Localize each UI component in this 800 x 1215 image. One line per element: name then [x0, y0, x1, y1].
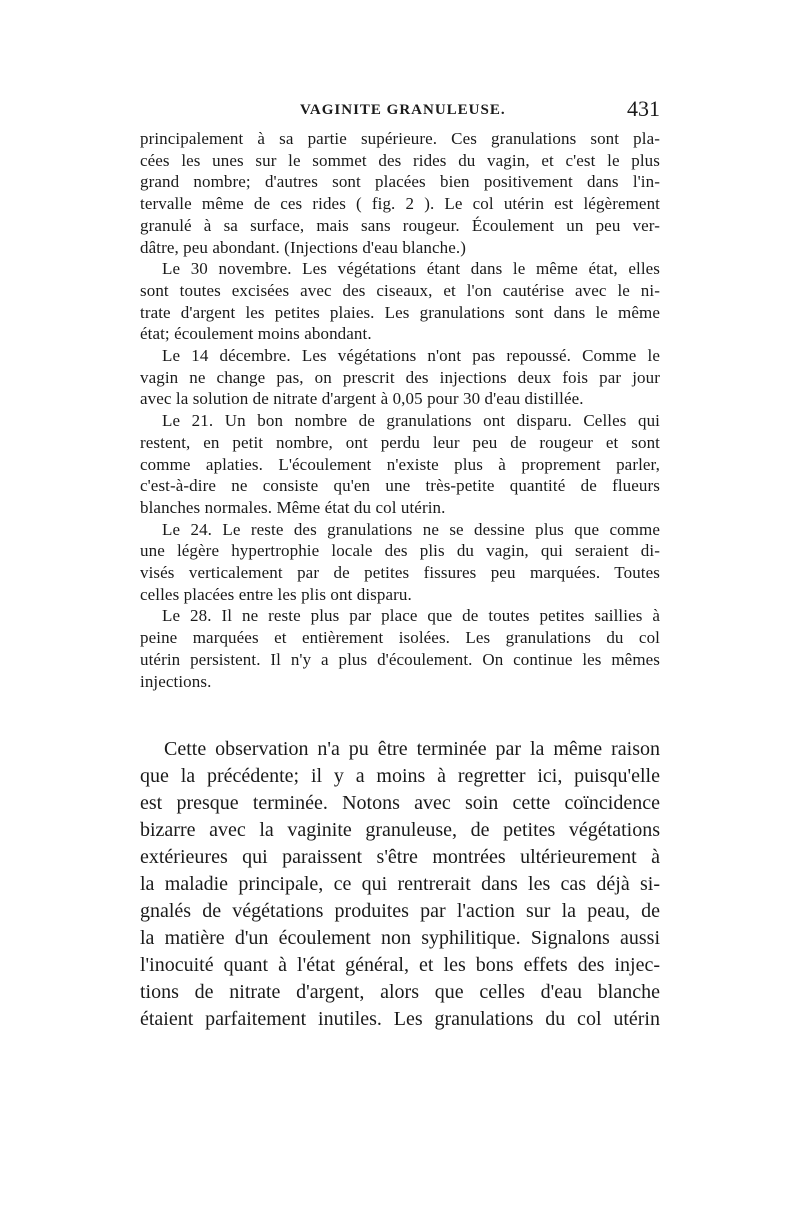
text-line: celles placées entre les plis ont disparu.	[140, 584, 412, 604]
text-line: utérin persistent. Il n'y a plus d'écoulement. On continue les mêmes	[140, 649, 660, 669]
text-line: bizarre avec la vaginite granuleuse, de petites végétations	[140, 819, 660, 841]
text-line: Le 14 décembre. Les végétations n'ont pas repoussé. Comme le	[162, 346, 660, 366]
observation-notes	[140, 128, 660, 692]
running-head	[140, 96, 660, 126]
text-line: la maladie principale, ce qui rentrerait dans les cas déjà si-	[140, 873, 660, 895]
text-line: granulé à sa surface, mais sans rougeur. Écoulement un peu ver-	[140, 215, 660, 235]
text-line: grand nombre; d'autres sont placées bien positivement dans l'in-	[140, 172, 660, 192]
text-line: visés verticalement par de petites fissures peu marquées. Toutes	[140, 563, 660, 583]
paragraph-21	[140, 410, 660, 519]
text-line: peine marquées et entièrement isolées. Les granulations du col	[140, 628, 660, 648]
paragraph-continuation	[140, 128, 660, 258]
text-line: Le 28. Il ne reste plus par place que de toutes petites saillies à	[162, 606, 660, 626]
commentary	[140, 736, 660, 1033]
text-line: cées les unes sur le sommet des rides du vagin, et c'est le plus	[140, 150, 660, 170]
text-line: gnalés de végétations produites par l'action sur la peau, de	[140, 900, 660, 922]
text-line: la matière d'un écoulement non syphilitique. Signalons aussi	[140, 927, 660, 949]
text-line: restent, en petit nombre, ont perdu leur peu de rougeur et sont	[140, 432, 660, 452]
text-line: Cette observation n'a pu être terminée par la même raison	[164, 738, 660, 760]
text-line: Le 21. Un bon nombre de granulations ont disparu. Celles qui	[162, 411, 660, 431]
paragraph-30-novembre	[140, 258, 660, 345]
text-line: blanches normales. Même état du col utérin.	[140, 497, 446, 517]
text-line: c'est-à-dire ne consiste qu'en une très-petite quantité de flueurs	[140, 476, 660, 496]
text-line: sont toutes excisées avec des ciseaux, et l'on cautérise avec le ni-	[140, 280, 660, 300]
text-line: l'inocuité quant à l'état général, et les bons effets des injec-	[140, 954, 660, 976]
text-line: état; écoulement moins abondant.	[140, 324, 372, 344]
running-title: VAGINITE GRANULEUSE.	[300, 102, 506, 118]
page-number: 431	[627, 96, 660, 121]
text-line: trate d'argent les petites plaies. Les granulations sont dans le même	[140, 302, 660, 322]
text-line: avec la solution de nitrate d'argent à 0,05 pour 30 d'eau distillée.	[140, 389, 584, 409]
text-line: tervalle même de ces rides ( fig. 2 ). Le col utérin est légèrement	[140, 194, 660, 214]
text-line: comme aplaties. L'écoulement n'existe plus à proprement parler,	[140, 454, 660, 474]
text-line: Le 24. Le reste des granulations ne se dessine plus que comme	[162, 519, 660, 539]
text-line: vagin ne change pas, on prescrit des injections deux fois par jour	[140, 367, 660, 387]
text-line: tions de nitrate d'argent, alors que celles d'eau blanche	[140, 981, 660, 1003]
paragraph-28	[140, 605, 660, 692]
text-line: injections.	[140, 671, 212, 691]
text-line: une légère hypertrophie locale des plis du vagin, qui seraient di-	[140, 541, 660, 561]
text-line: est presque terminée. Notons avec soin cette coïncidence	[140, 792, 660, 814]
text-line: principalement à sa partie supérieure. Ces granulations sont pla-	[140, 129, 660, 148]
paragraph-24	[140, 519, 660, 606]
text-line: que la précédente; il y a moins à regretter ici, puisqu'elle	[140, 765, 660, 787]
paragraph-14-decembre	[140, 345, 660, 410]
text-line: dâtre, peu abondant. (Injections d'eau blanche.)	[140, 237, 467, 257]
text-line: extérieures qui paraissent s'être montrées ultérieurement à	[140, 846, 660, 868]
text-line: Le 30 novembre. Les végétations étant dans le même état, elles	[162, 259, 660, 279]
text-line: étaient parfaitement inutiles. Les granulations du col utérin	[140, 1008, 660, 1030]
